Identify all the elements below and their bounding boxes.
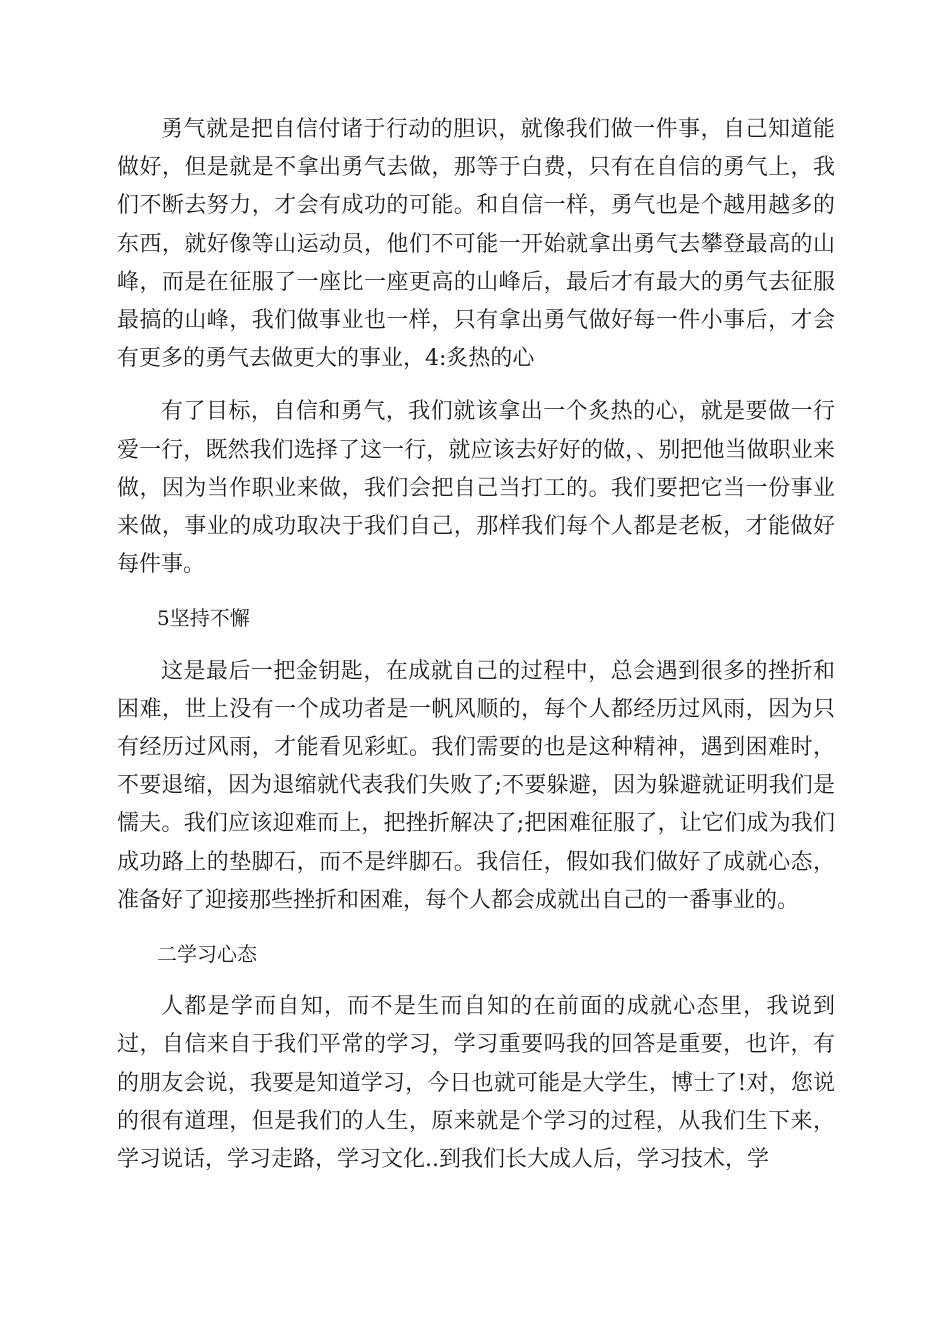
document-body [117,111,835,1194]
paragraph-perseverance: 这是最后一把金钥匙，在成就自己的过程中，总会遇到很多的挫折和困难，世上没有一个成功者是一帆风顺的，每个人都经历过风雨，因为只有经历过风雨，才能看见彩虹。我们需要的也是这种精神，遇到困难时，不要退缩，因为退缩就代表我们失败了;不要躲避，因为躲避就证明我们是懦夫。我们应该迎难而上，把挫折解决了;把困难征服了，让它们成为我们成功路上的垫脚石，而不是绊脚石。我信任，假如我们做好了成就心态，准备好了迎接那些挫折和困难，每个人都会成就出自己的一番事业的。 [117,658,835,913]
paragraph-passion: 有了目标，自信和勇气，我们就该拿出一个炙热的心，就是要做一行爱一行，既然我们选择了这一行，就应该去好好的做，、别把他当做职业来做，因为当作职业来做，我们会把自己当打工的。我们要把它当一份事业来做，事业的成功取决于我们自己，那样我们每个人都是老板，才能做好每件事。 [117,399,835,578]
paragraph-learning: 人都是学而自知，而不是生而自知的在前面的成就心态里，我说到过，自信来自于我们平常的学习，学习重要吗我的回答是重要，也许，有的朋友会说，我要是知道学习，今日也就可能是大学生，博士了!对，您说的很有道理，但是我们的人生，原来就是个学习的过程，从我们生下来，学习说话，学习走路，学习文化..到我们长大成人后，学习技术，学 [117,994,835,1173]
paragraph-courage: 勇气就是把自信付诸于行动的胆识，就像我们做一件事，自己知道能做好，但是就是不拿出勇气去做，那等于白费，只有在自信的勇气上，我们不断去努力，才会有成功的可能。和自信一样，勇气也是个越用越多的东西，就好像等山运动员，他们不可能一开始就拿出勇气去攀登最高的山峰，而是在征服了一座比一座更高的山峰后，最后才有最大的勇气去征服最搞的山峰，我们做事业也一样，只有拿出勇气做好每一件小事后，才会有更多的勇气去做更大的事业，4:炙热的心 [117,117,835,372]
section-heading-perseverance: 5坚持不懈 [157,606,250,631]
section-heading-learning: 二学习心态 [157,942,257,967]
